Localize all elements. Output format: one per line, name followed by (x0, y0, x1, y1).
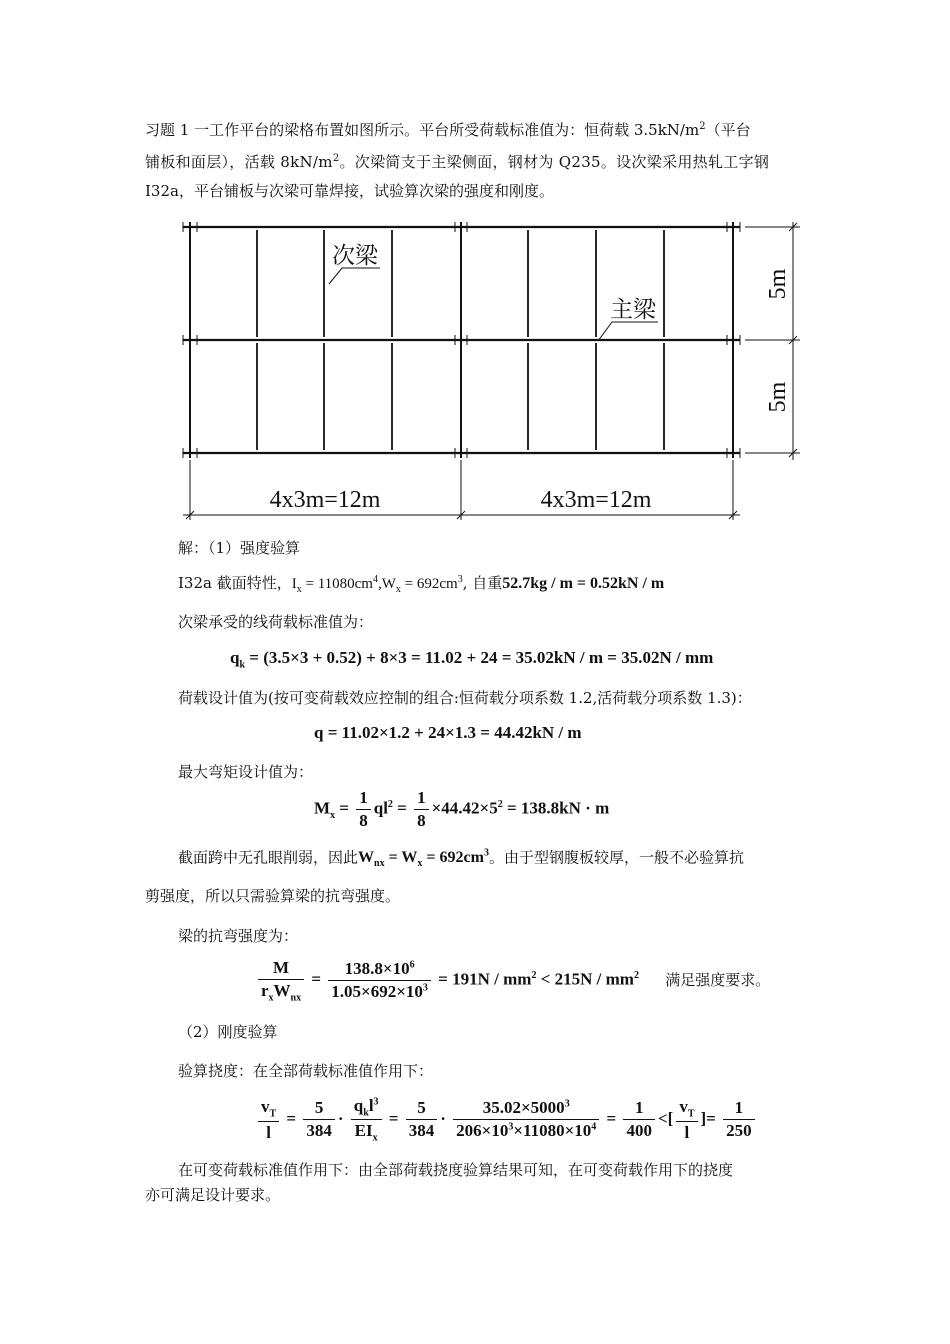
label-secondary-beam: 次梁 (332, 243, 378, 268)
section-text-2: 剪强度，所以只需验算梁的抗弯强度。 (145, 887, 401, 905)
problem-line-3: I32a，平台铺板与次梁可靠焊接，试验算次梁的强度和刚度。 (145, 182, 554, 200)
beam-grid-figure (170, 215, 810, 525)
heading-stiffness: （2）刚度验算 (178, 1023, 278, 1041)
final-text-1: 在可变荷载标准值作用下：由全部荷载挠度验算结果可知，在可变荷载作用下的挠度 (178, 1161, 734, 1179)
dim-right-bottom: 5m (765, 381, 791, 413)
dim-bottom-left: 4x3m=12m (269, 487, 381, 513)
dim-bottom-right: 4x3m=12m (540, 487, 652, 513)
section-properties: I32a 截面特性，$I_x = 11080cm^4,W_x = 692cm^3$, 自重52.7kg / m = 0.52kN / m (178, 574, 665, 595)
final-text-2: 亦可满足设计要求。 (145, 1186, 281, 1204)
problem-line-1: 习题 1 一工作平台的梁格布置如图所示。平台所受荷载标准值为：恒荷载 $3.5kN/m^2$（平台 (145, 121, 751, 139)
dim-right-top: 5m (765, 268, 791, 300)
problem-line-2: 铺板和面层），活载 $8kN/m^2$。次梁简支于主梁侧面，钢材为 Q235。设次梁采用热轧工字钢 (145, 153, 770, 171)
eq-q: q = 11.02×1.2 + 24×1.3 = 44.42kN / m (314, 723, 582, 742)
deflection-text: 验算挠度：在全部荷载标准值作用下： (178, 1062, 434, 1080)
line-load-text: 次梁承受的线荷载标准值为： (178, 613, 374, 631)
eq-moment: $M_x$ = $\frac{1}{8}$ $ql^2$ = $\frac{1}{8}$ $\times 44.42\times 5^2 = 138.8kN \cdot m$ (314, 788, 610, 830)
eq-deflection: $\frac{v_T}{l}$ = $\frac{5}{384}$ · $\frac{q_kl^3}{EI_x}$ = $\frac{5}{384}$ · $\frac{35.02\times 5000^3}{206\times 10^3\times 11080\times 10^4}$ = $\frac{1}{400}$ <[ $\frac{v_T}{l}$ ]= $\frac{1}{250}$ (255, 1096, 758, 1144)
moment-text: 最大弯矩设计值为： (178, 763, 314, 781)
bending-text: 梁的抗弯强度为： (178, 927, 299, 945)
label-main-beam: 主梁 (610, 297, 656, 322)
heading-strength: 解：（1）强度验算 (178, 539, 301, 557)
eq-bending-strength: $\frac{M}{r_xW_{nx}}$ = $\frac{138.8\times 10^6}{1.05\times 692\times 10^3}$ = $191N / mm^2 < 215N / mm^2$ 满足强度要求。 (255, 958, 770, 1003)
design-load-text: 荷载设计值为(按可变荷载效应控制的组合:恒荷载分项系数 1.2,活荷载分项系数 1.3)： (178, 689, 752, 707)
section-text-1: 截面跨中无孔眼削弱，因此$W_{nx} = W_x = 692cm^3$。由于型钢腹板较厚，一般不必验算抗 (178, 848, 744, 870)
eq-qk: $q_k = (3.5\times 3 + 0.52) + 8\times 3 = 11.02 + 24 = 35.02kN / m = 35.02N$ / mm (230, 648, 714, 671)
